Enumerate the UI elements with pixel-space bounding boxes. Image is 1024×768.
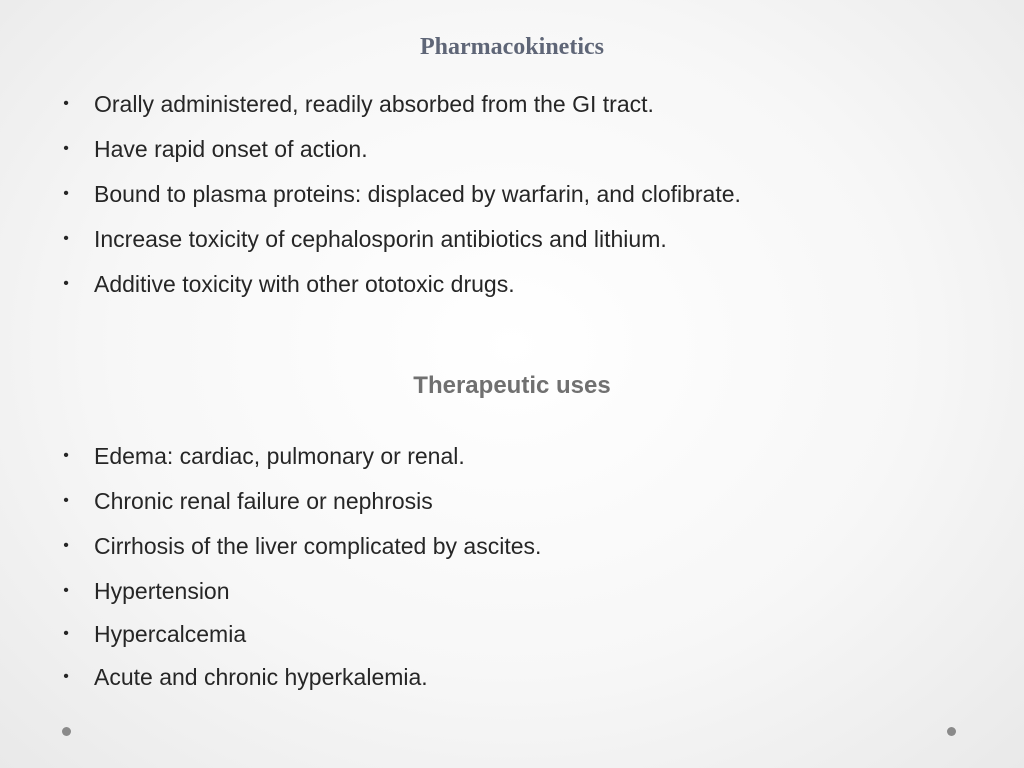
list-item-text: Edema: cardiac, pulmonary or renal. xyxy=(94,443,465,469)
list-item xyxy=(56,442,996,470)
list-item-text: Additive toxicity with other ototoxic drugs. xyxy=(94,271,515,297)
list-item xyxy=(56,577,996,605)
list-item xyxy=(56,532,996,560)
therapeutic-uses-list xyxy=(56,442,996,691)
list-item-text: Hypertension xyxy=(94,578,230,604)
list-item xyxy=(56,663,996,691)
list-item-text: Orally administered, readily absorbed from the GI tract. xyxy=(94,91,654,117)
list-item-text: Have rapid onset of action. xyxy=(94,136,368,162)
bullet-icon: • xyxy=(63,668,69,685)
bullet-icon: • xyxy=(63,95,69,112)
list-item xyxy=(56,620,996,648)
bullet-icon: • xyxy=(63,447,69,464)
list-item xyxy=(56,487,996,515)
list-item-text: Acute and chronic hyperkalemia. xyxy=(94,664,428,690)
list-item xyxy=(56,135,996,163)
bullet-icon: • xyxy=(63,185,69,202)
decorative-dot-icon xyxy=(62,727,71,736)
bullet-icon: • xyxy=(63,625,69,642)
pharmacokinetics-list xyxy=(56,90,996,315)
bullet-icon: • xyxy=(63,537,69,554)
decorative-dot-icon xyxy=(947,727,956,736)
list-item xyxy=(56,225,996,253)
list-item-text: Increase toxicity of cephalosporin antibiotics and lithium. xyxy=(94,226,667,252)
bullet-icon: • xyxy=(63,582,69,599)
list-item xyxy=(56,90,996,118)
bullet-icon: • xyxy=(63,492,69,509)
list-item-text: Hypercalcemia xyxy=(94,621,247,647)
bullet-icon: • xyxy=(63,230,69,247)
list-item-text: Cirrhosis of the liver complicated by ascites. xyxy=(94,533,542,559)
section-title-therapeutic-uses: Therapeutic uses xyxy=(413,372,611,399)
list-item-text: Bound to plasma proteins: displaced by warfarin, and clofibrate. xyxy=(94,181,741,207)
list-item-text: Chronic renal failure or nephrosis xyxy=(94,488,433,514)
section-title-pharmacokinetics: Pharmacokinetics xyxy=(420,34,604,60)
list-item xyxy=(56,270,996,298)
list-item xyxy=(56,180,996,208)
bullet-icon: • xyxy=(63,275,69,292)
bullet-icon: • xyxy=(63,140,69,157)
